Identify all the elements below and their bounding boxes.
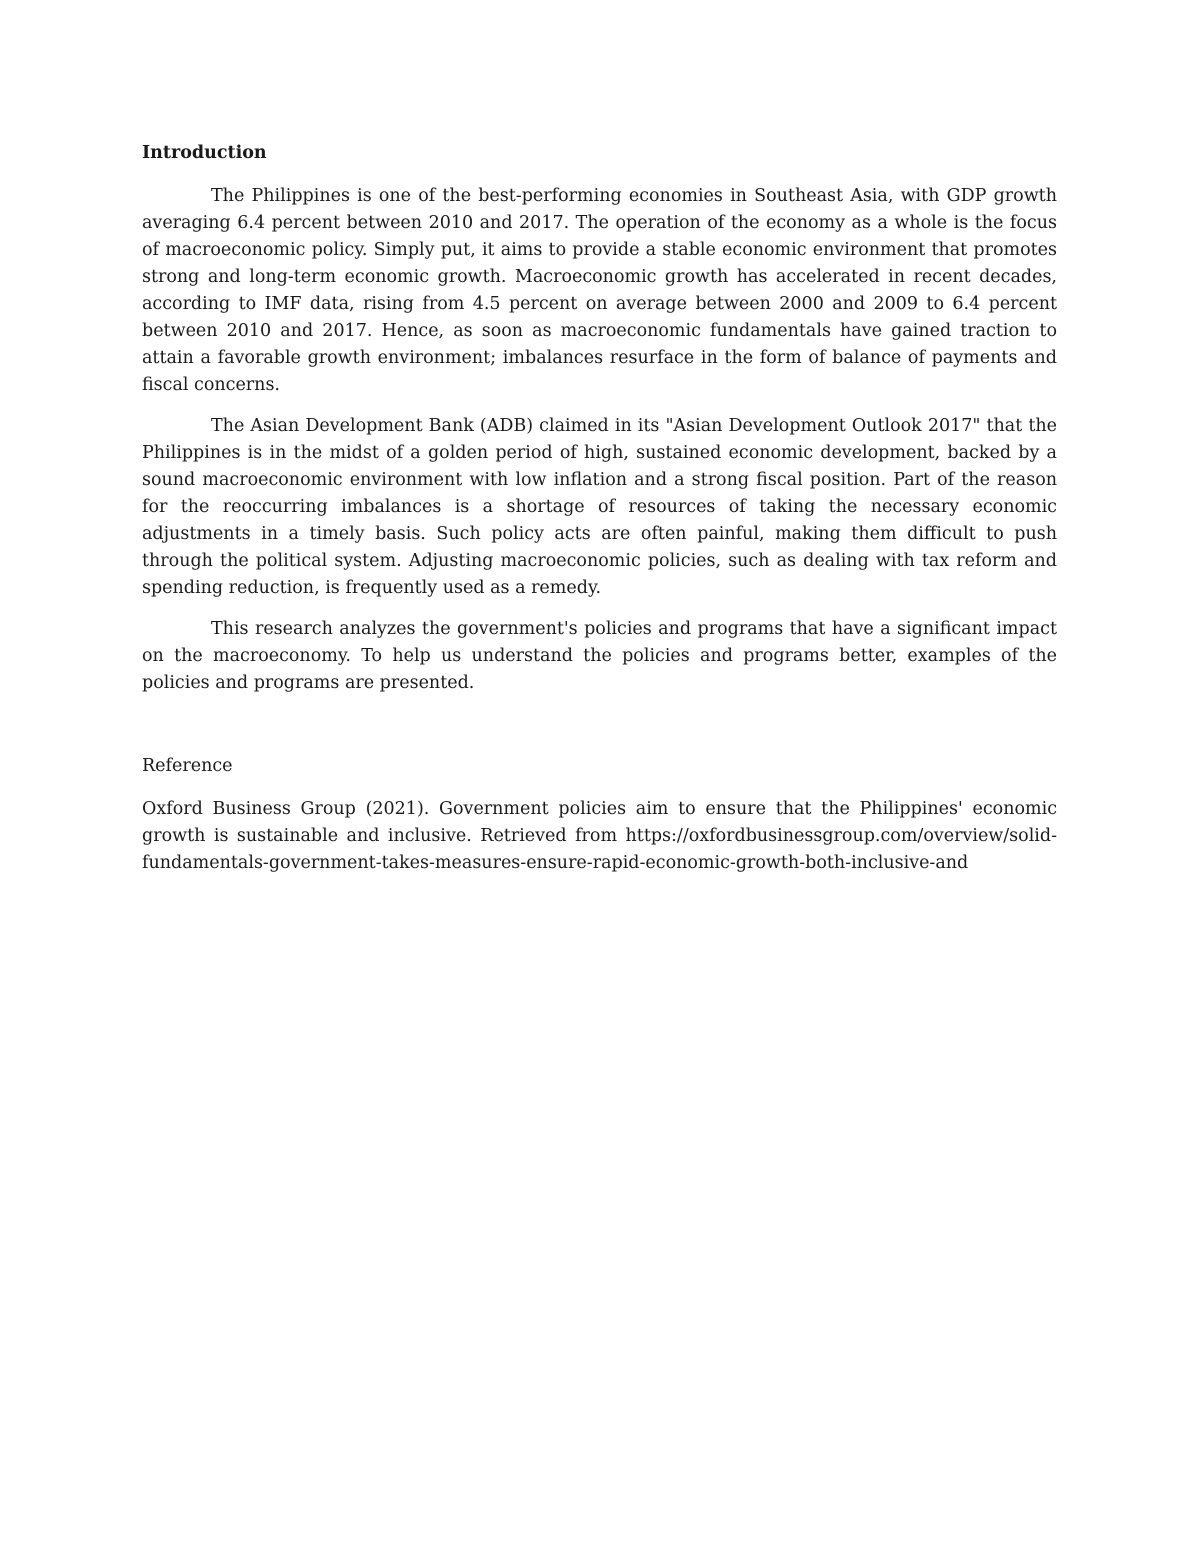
introduction-paragraph-3: This research analyzes the government's policies and programs that have a significant impact on the macroeconomy. To help us understand the policies and programs better, examples of the policies and programs are presented. <box>142 619 1057 693</box>
introduction-paragraph-2: The Asian Development Bank (ADB) claimed in its "Asian Development Outlook 2017" that the Philippines is in the midst of a golden period of high, sustained economic development, backed by a sound macroeconomic environment with low inflation and a strong fiscal position. Part of the reason for the reoccurring imbalances is a shortage of resources of taking the necessary economic adjustments in a timely basis. Such policy acts are often painful, making them difficult to push through the political system. Adjusting macroeconomic policies, such as dealing with tax reform and spending reduction, is frequently used as a remedy. <box>142 416 1057 598</box>
introduction-heading: Introduction <box>142 143 267 163</box>
reference-entry: Oxford Business Group (2021). Government policies aim to ensure that the Philippines' economic growth is sustainable and inclusive. Retrieved from https://oxfordbusinessgroup.com/overview/solid-fundamentals-government-takes-measures-ensure-rapid-economic-growth-both-inclusive-and <box>142 799 1057 873</box>
reference-heading: Reference <box>142 756 233 776</box>
introduction-paragraph-1: The Philippines is one of the best-performing economies in Southeast Asia, with GDP growth averaging 6.4 percent between 2010 and 2017. The operation of the economy as a whole is the focus of macroeconomic policy. Simply put, it aims to provide a stable economic environment that promotes strong and long-term economic growth. Macroeconomic growth has accelerated in recent decades, according to IMF data, rising from 4.5 percent on average between 2000 and 2009 to 6.4 percent between 2010 and 2017. Hence, as soon as macroeconomic fundamentals have gained traction to attain a favorable growth environment; imbalances resurface in the form of balance of payments and fiscal concerns. <box>142 186 1057 395</box>
document-page <box>142 140 1057 877</box>
